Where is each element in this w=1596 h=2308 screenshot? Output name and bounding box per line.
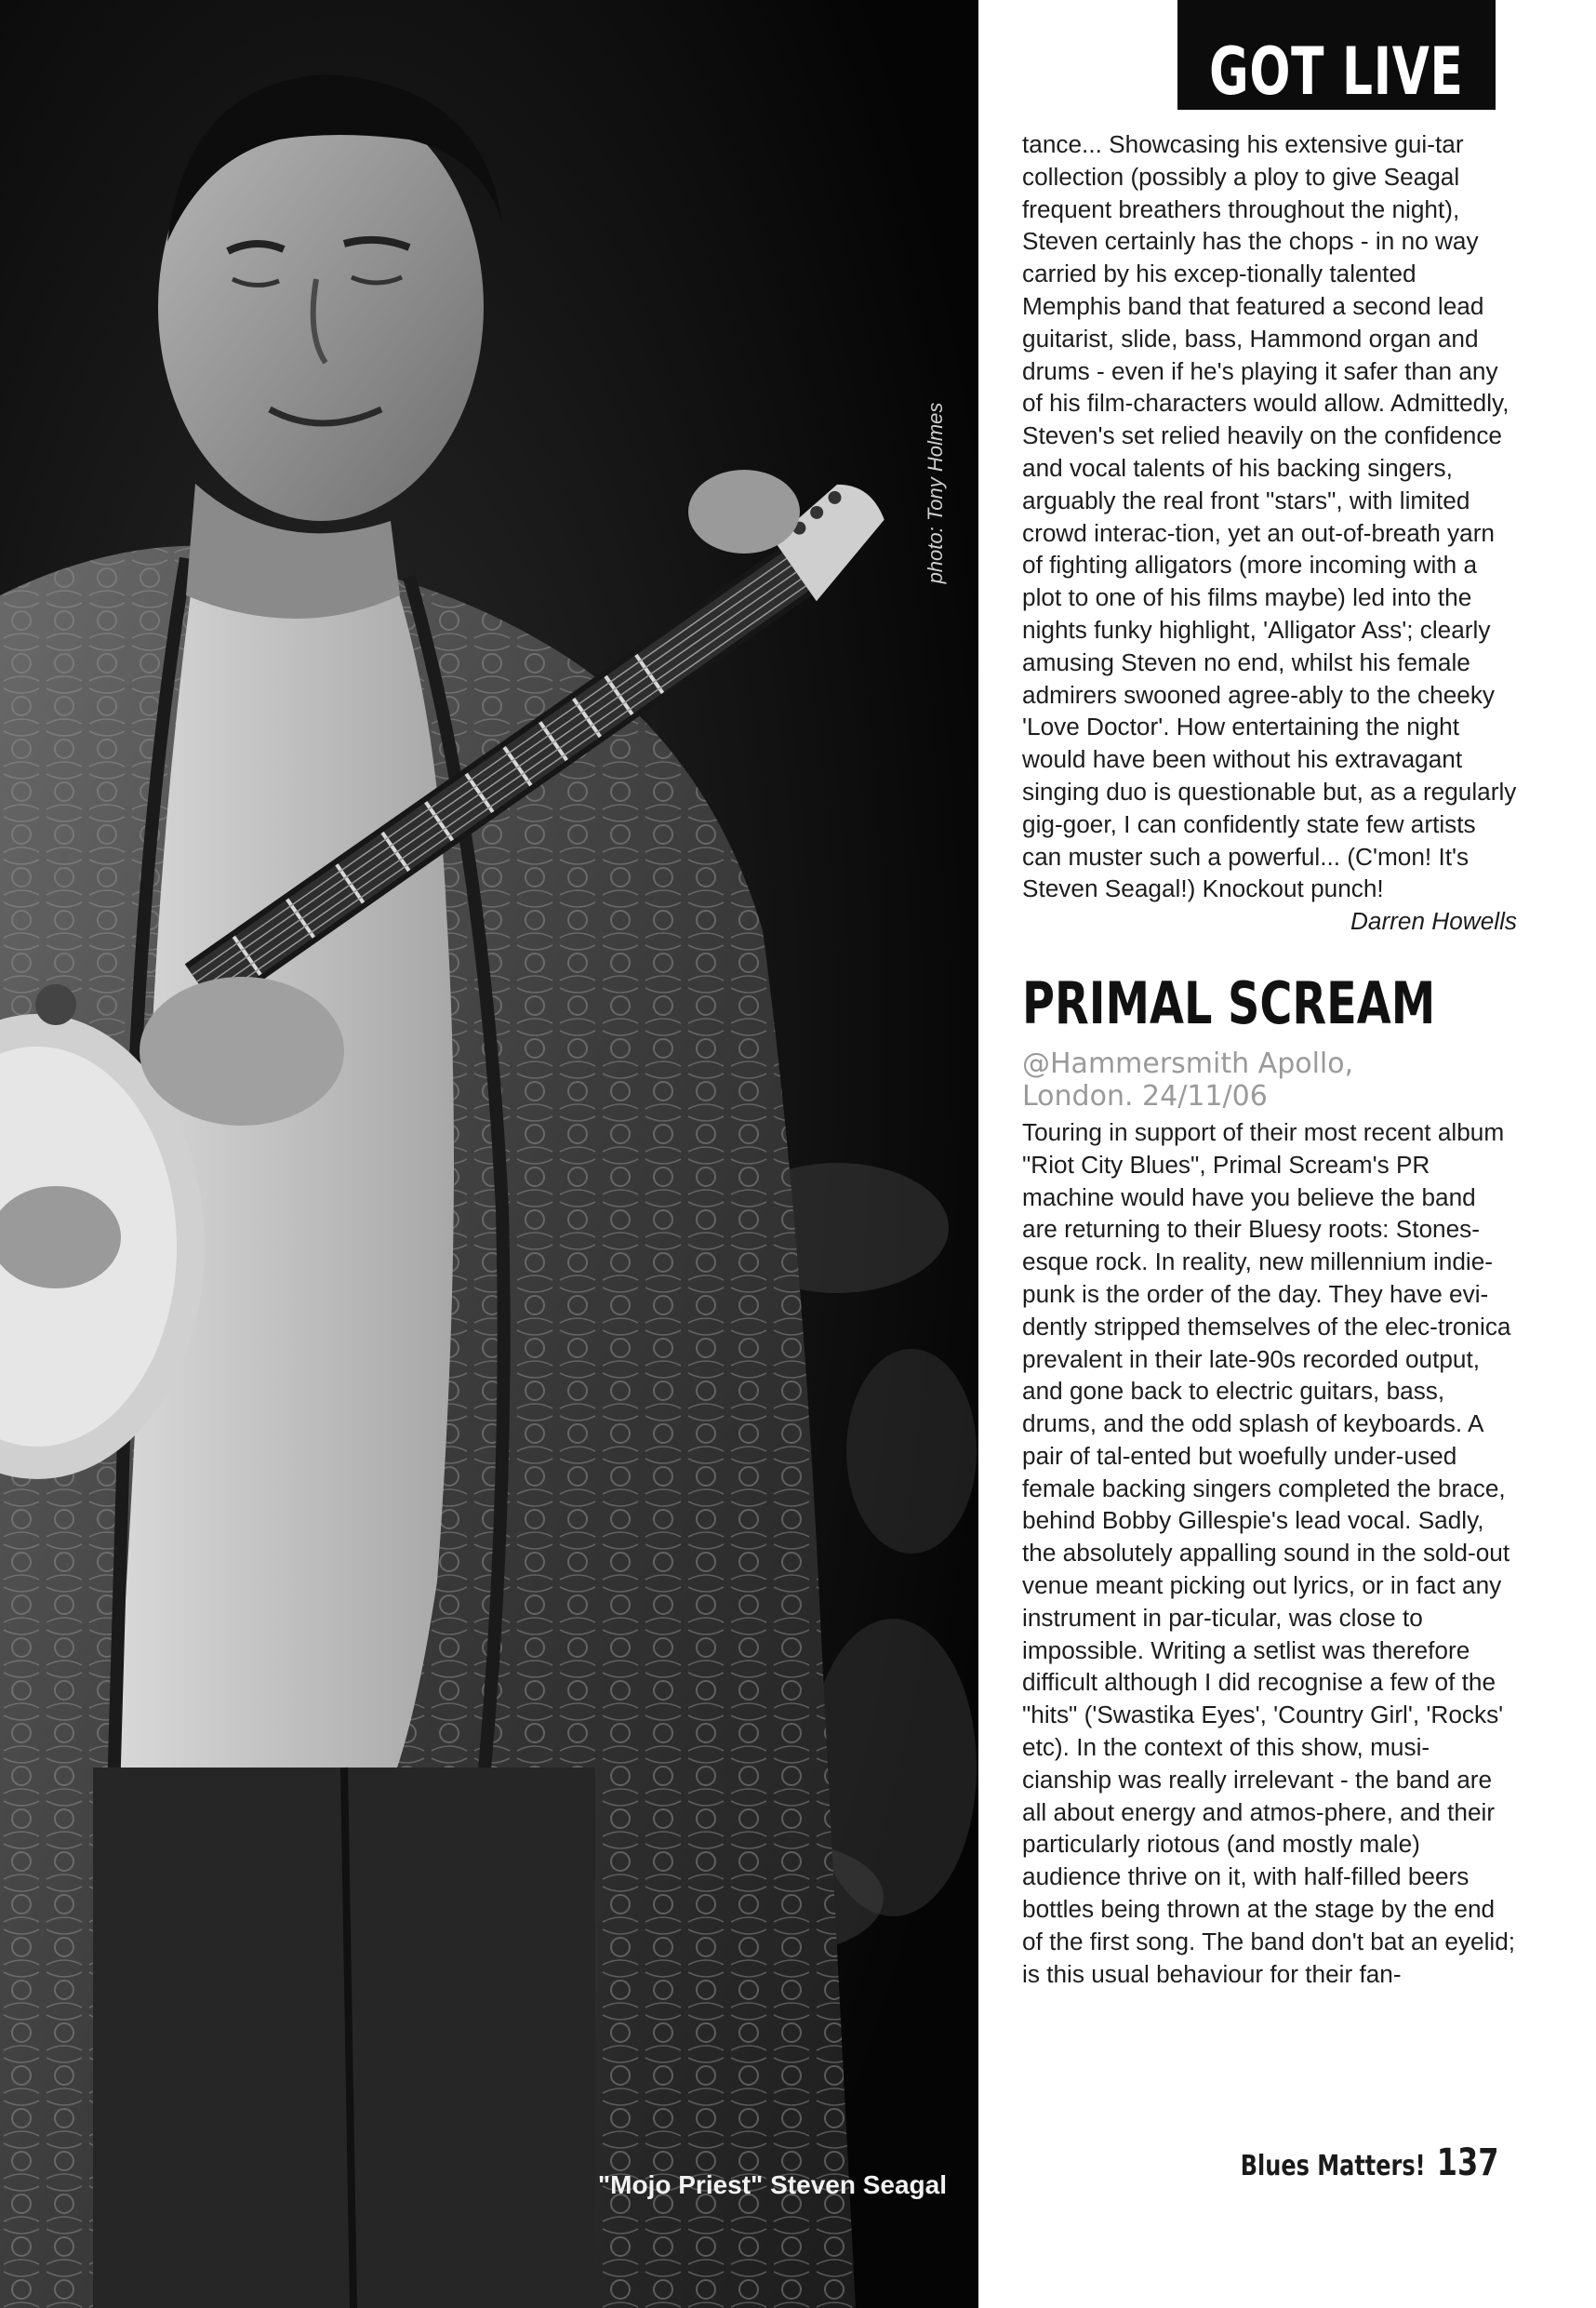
- page-footer: [1022, 2141, 1498, 2184]
- photo-caption: "Mojo Priest" Steven Seagal: [597, 2170, 947, 2199]
- section-banner-title: GOT LIVE: [1209, 33, 1464, 110]
- photo-credit: photo: Tony Holmes: [924, 402, 947, 584]
- section-banner: [1177, 0, 1496, 110]
- review-body: Touring in support of their most recent album "Riot City Blues", Primal Scream's PR machine would have you believe the band are returning to their Bluesy roots: Stones-esque rock. In reality, new millennium indie-punk is the order of the day. They have evi-dently stripped themselves of the elec-tronica prevalent in their late-90s recorded output, and gone back to electric guitars, bass, drums, and the odd splash of keyboards. A pair of tal-ented but woefully under-used female backing singers completed the brace, behind Bobby Gillespie's lead vocal. Sadly, the absolutely appalling sound in the sold-out venue meant picking out lyrics, or in fact any instrument in par-ticular, was close to impossible. Writing a setlist was therefore difficult although I did recognise a few of the "hits" ('Swastika Eyes', 'Country Girl', 'Rocks' etc). In the context of this show, musi-cianship was really irrelevant - the band are all about energy and atmos-phere, and their particularly riotous (and mostly male) audience thrive on it, with half-filled beers bottles being thrown at the stage by the end of the first song. The band don't bat an eyelid; is this usual behaviour for their fan-: [1022, 1117, 1516, 1988]
- review-heading: PRIMAL SCREAM: [1022, 968, 1436, 1037]
- page-number: 137: [1436, 2141, 1498, 2184]
- venue-line-1: @Hammersmith Apollo,: [1022, 1047, 1354, 1080]
- magazine-name: Blues Matters!: [1241, 2150, 1427, 2182]
- review-author: Darren Howells: [1350, 907, 1517, 936]
- review-continued-body: tance... Showcasing his extensive gui-tar collection (possibly a ploy to give Seagal frequent breathers throughout the night), Steven certainly has the chops - in no way carried by his excep-tionally talented Memphis band that featured a second lead guitarist, slide, bass, Hammond organ and drums - even if he's playing it safer than any of his film-characters would allow. Admittedly, Steven's set relied heavily on the confidence and vocal talents of his backing singers, arguably the real front "stars", with limited crowd interac-tion, yet an out-of-breath yarn of fighting alligators (more incoming with a plot to one of his films maybe) led into the nights funky highlight, 'Alligator Ass'; clearly amusing Steven no end, whilst his female admirers swooned agree-ably to the cheeky 'Love Doctor'. How entertaining the night would have been without his extravagant singing duo is questionable but, as a regularly gig-goer, I can confidently state few artists can muster such a powerful... (C'mon! It's Steven Seagal!) Knockout punch!: [1022, 130, 1517, 903]
- venue-line-2: London. 24/11/06: [1022, 1079, 1268, 1113]
- text-column: [1022, 128, 1517, 1990]
